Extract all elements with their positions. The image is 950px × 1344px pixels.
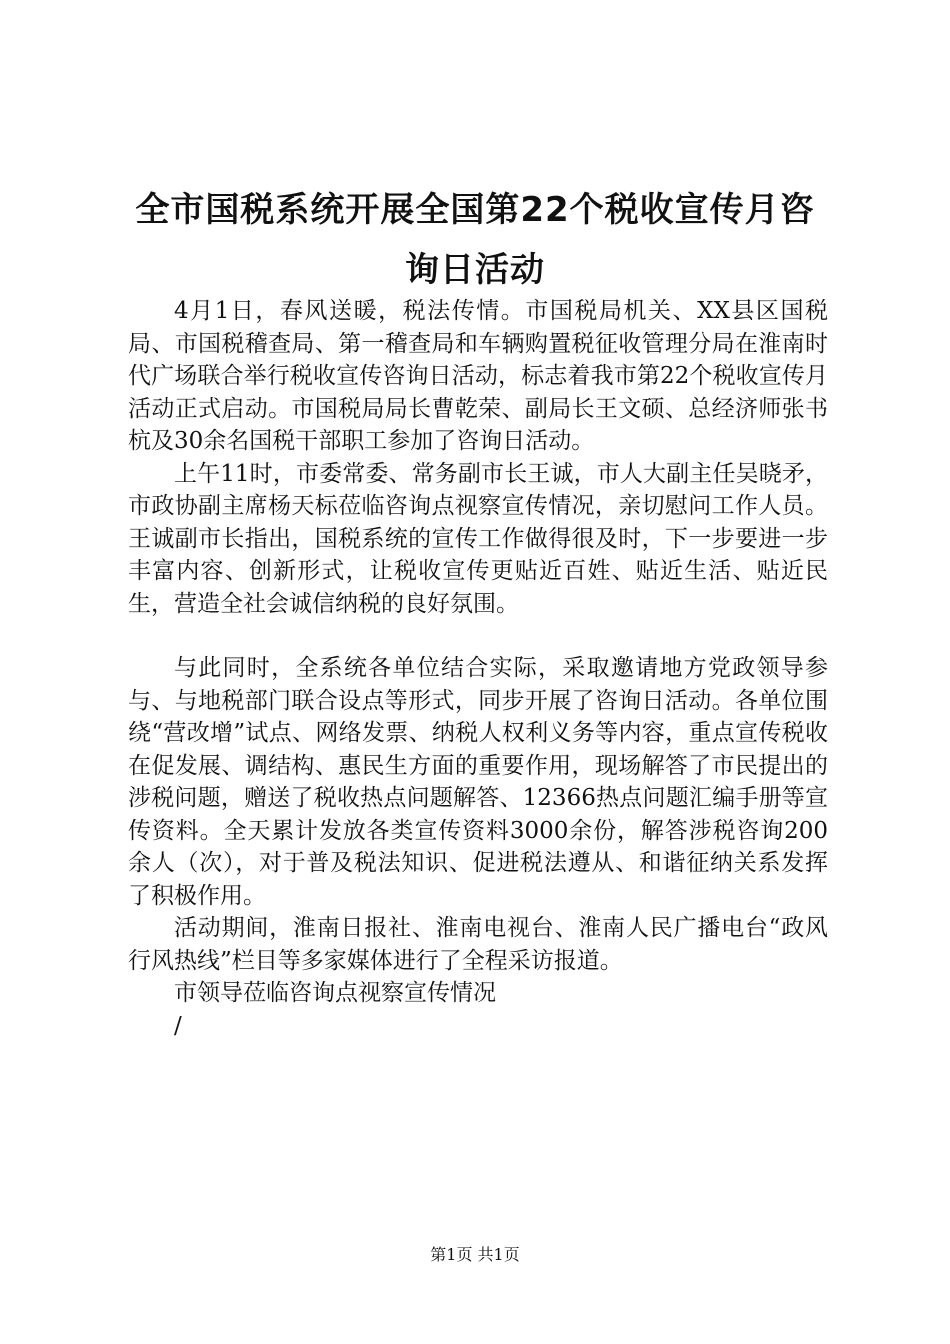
paragraph-2: 上午11时，市委常委、常务副市长王诚，市人大副主任吴晓矛，市政协副主席杨天标莅临咨询点视察宣传情况，亲切慰问工作人员。王诚副市长指出，国税系统的宣传工作做得很及时，下一步要进一步丰富内容、创新形式，让税收宣传更贴近百姓、贴近生活、贴近民生，营造全社会诚信纳税的良好氛围。 [128, 460, 828, 617]
document-title-line-1: 全市国税系统开展全国第22个税收宣传月咨 [135, 190, 815, 230]
paragraph-1: 4月1日，春风送暖，税法传情。市国税局机关、XX县区国税局、市国税稽查局、第一稽查局和车辆购置税征收管理分局在淮南时代广场联合举行税收宣传咨询日活动，标志着我市第22个税收宣传月活动正式启动。市国税局局长曹乾荣、副局长王文硕、总经济师张书杭及30余名国税干部职工参加了咨询日活动。 [128, 298, 828, 454]
document-body [128, 295, 828, 1042]
paragraph-4: 活动期间，淮南日报社、淮南电视台、淮南人民广播电台“政风行风热线”栏目等多家媒体进行了全程采访报道。 [128, 915, 828, 974]
document-title-line-2: 询日活动 [405, 250, 545, 290]
slash-mark: / [174, 1012, 182, 1039]
paragraph-3: 与此同时，全系统各单位结合实际，采取邀请地方党政领导参与、与地税部门联合设点等形式，同步开展了咨询日活动。各单位围绕“营改增”试点、网络发票、纳税人权利义务等内容，重点宣传税收在促发展、调结构、惠民生方面的重要作用，现场解答了市民提出的涉税问题，赠送了税收热点问题解答、12366热点问题汇编手册等宣传资料。全天累计发放各类宣传资料3000余份，解答涉税咨询200余人（次），对于普及税法知识、促进税法遵从、和谐征纳关系发挥了积极作用。 [128, 655, 828, 909]
page-footer: 第1页 共1页 [430, 1245, 520, 1264]
image-caption: 市领导莅临咨询点视察宣传情况 [174, 980, 496, 1006]
